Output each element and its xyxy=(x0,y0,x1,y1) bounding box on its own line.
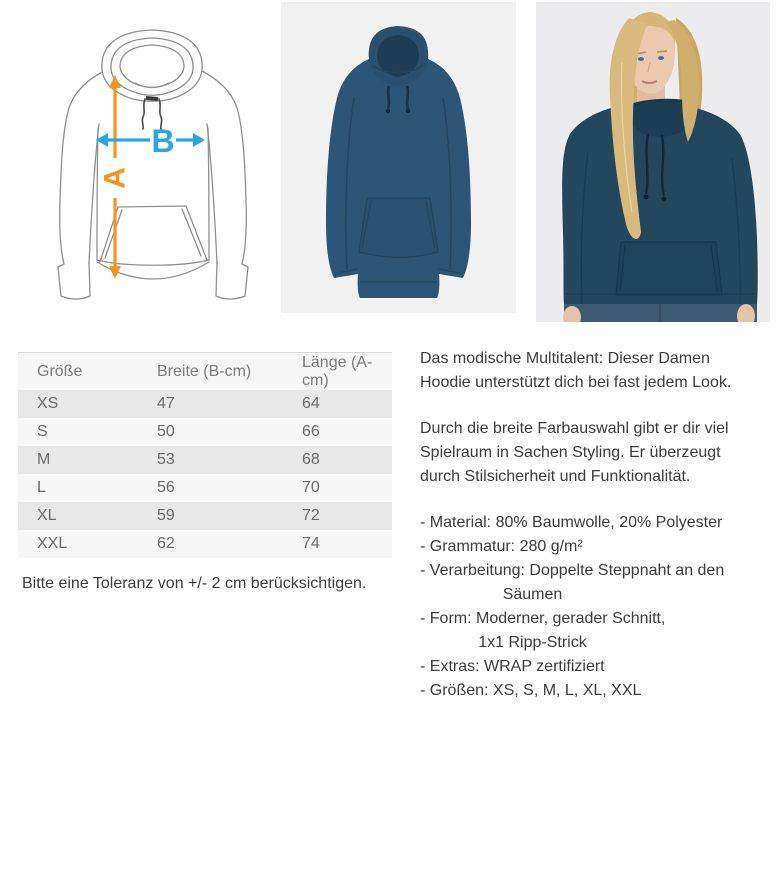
size-table-cell: M xyxy=(18,446,138,474)
dimension-arrow-a xyxy=(99,75,132,279)
size-table-row xyxy=(18,502,392,530)
tolerance-note: Bitte eine Toleranz von +/- 2 cm berücksichtigen. xyxy=(22,575,367,592)
size-table-cell: 68 xyxy=(283,446,392,474)
size-table-cell: 70 xyxy=(283,474,392,502)
hoodie-sketch xyxy=(55,12,251,307)
description-paragraph xyxy=(420,347,772,395)
size-table-cell: 74 xyxy=(283,530,392,558)
flat-hoodie-illustration xyxy=(281,2,516,313)
spec-line: - Form: Moderner, gerader Schnitt, xyxy=(420,610,666,627)
size-diagram-image xyxy=(55,12,251,307)
size-table-cell: 50 xyxy=(138,418,283,446)
spec-line: - Größen: XS, S, M, L, XL, XXL xyxy=(420,682,642,699)
description-paragraphs xyxy=(420,347,772,489)
label-a: A xyxy=(98,167,132,189)
size-table-header-row xyxy=(18,353,392,391)
size-table-cell: 56 xyxy=(138,474,283,502)
spec-continuation-line: 1x1 Ripp-Strick xyxy=(478,634,587,651)
size-column-header: Breite (B-cm) xyxy=(138,353,283,391)
flat-hoodie-pocket xyxy=(359,198,438,257)
size-column-header: Größe xyxy=(18,353,138,391)
size-table-cell: 47 xyxy=(138,390,283,418)
spec-line: - Grammatur: 280 g/m² xyxy=(420,538,583,555)
spec-line: - Extras: WRAP zertifiziert xyxy=(420,658,605,675)
model-jeans xyxy=(564,304,757,322)
arrow-b-head-right xyxy=(193,133,205,147)
hoodie-outline xyxy=(58,30,248,299)
size-table-row xyxy=(18,530,392,558)
size-table-row xyxy=(18,474,392,502)
spec-line: - Material: 80% Baumwolle, 20% Polyester xyxy=(420,514,723,531)
paragraph-line: Spielraum in Sachen Styling. Er überzeugt xyxy=(420,444,721,461)
paragraph-line: durch Stilsicherheit und Funktionalität. xyxy=(420,468,691,485)
size-table-body xyxy=(18,390,392,558)
model-illustration xyxy=(536,2,770,322)
size-table-cell: XXL xyxy=(18,530,138,558)
spec-line: - Verarbeitung: Doppelte Steppnaht an den xyxy=(420,562,725,579)
size-table-row xyxy=(18,418,392,446)
size-table-cell: 59 xyxy=(138,502,283,530)
size-table-row xyxy=(18,446,392,474)
product-model-image xyxy=(536,2,770,322)
size-table-row xyxy=(18,390,392,418)
size-table-cell: XL xyxy=(18,502,138,530)
size-table xyxy=(18,352,392,558)
flat-hoodie xyxy=(326,26,471,298)
size-table-cell: XS xyxy=(18,390,138,418)
label-b: B xyxy=(151,123,175,159)
size-column-header: Länge (A-cm) xyxy=(283,353,392,391)
spec-continuation-line: Säumen xyxy=(502,586,563,603)
size-table-cell: 62 xyxy=(138,530,283,558)
model-hoodie-pocket xyxy=(616,242,722,295)
description-paragraph xyxy=(420,417,772,489)
product-flat-image xyxy=(281,2,516,313)
size-table-cell: 66 xyxy=(283,418,392,446)
size-table-cell: 72 xyxy=(283,502,392,530)
drawstring-knot xyxy=(146,98,158,99)
size-table-cell: S xyxy=(18,418,138,446)
paragraph-line: Durch die breite Farbauswahl gibt er dir viel xyxy=(420,420,729,437)
dimension-arrow-b xyxy=(96,123,205,159)
paragraph-line: Das modische Multitalent: Dieser Damen xyxy=(420,350,710,367)
size-table-cell: 53 xyxy=(138,446,283,474)
spec-list xyxy=(420,511,772,703)
paragraph-line: Hoodie unterstützt dich bei fast jedem Look. xyxy=(420,374,732,391)
model-hoodie xyxy=(562,99,758,304)
product-description xyxy=(420,347,772,703)
size-table-cell: L xyxy=(18,474,138,502)
size-table-cell: 64 xyxy=(283,390,392,418)
